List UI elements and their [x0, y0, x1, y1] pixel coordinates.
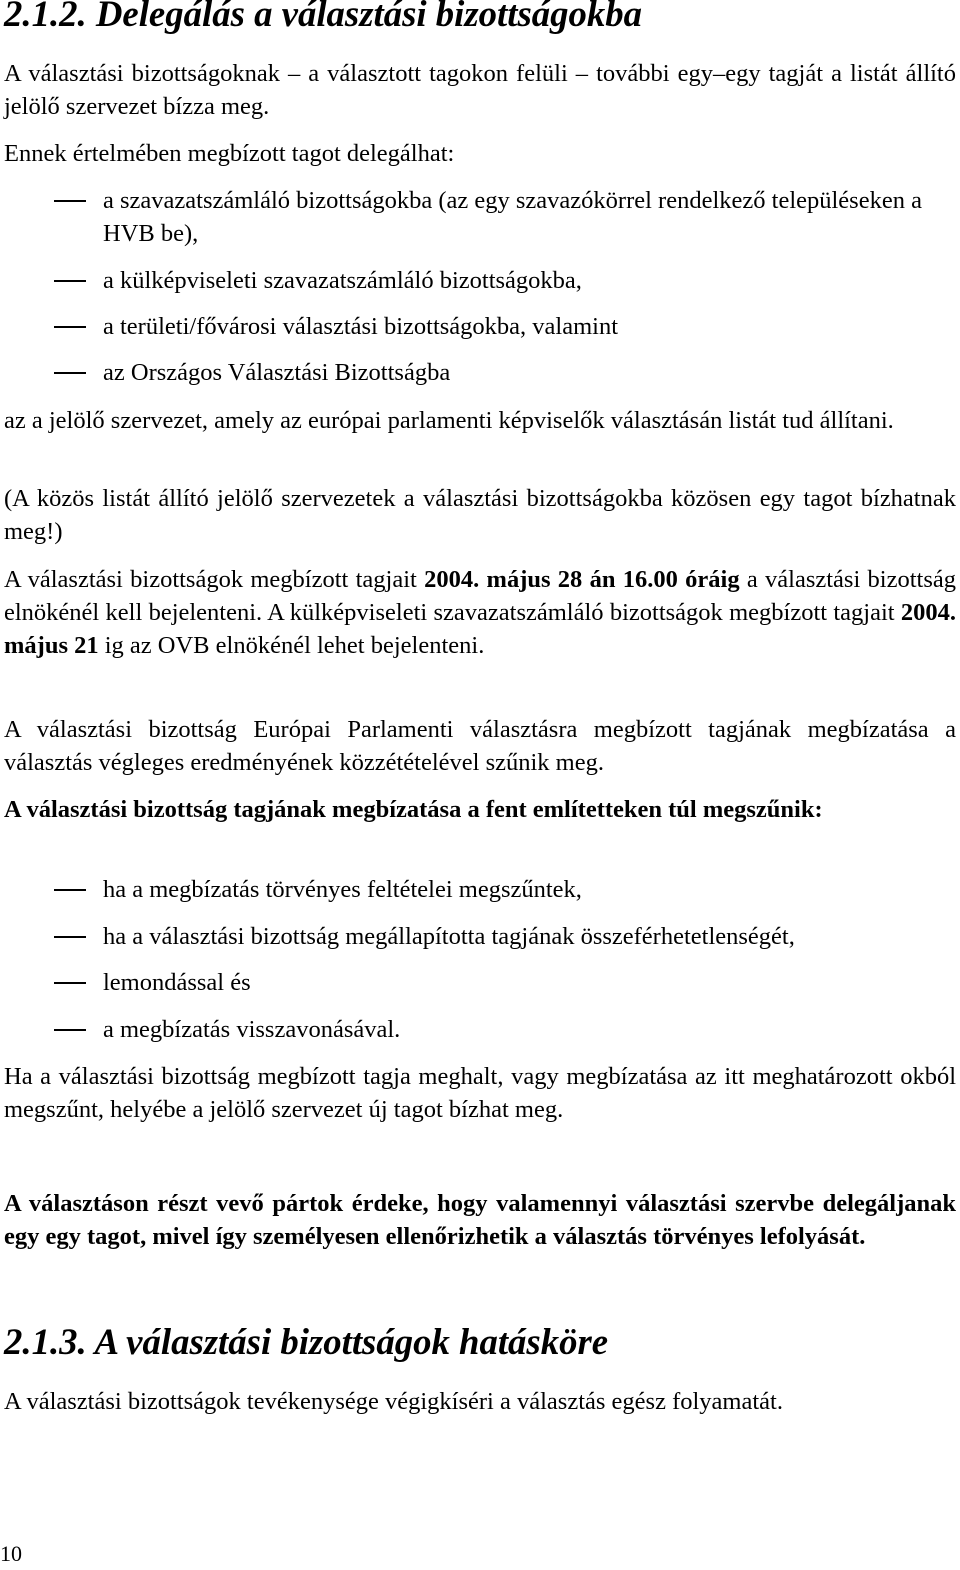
list-item-text: a területi/fővárosi választási bizottságokba, valamint	[103, 313, 619, 340]
paragraph-replacement: Ha a választási bizottság megbízott tagja meghalt, vagy megbízatása az itt meghatározott okból megszűnt, helyébe a jelölő szervezet új tagot bízhat meg.	[4, 1063, 956, 1123]
dash-bullet-icon	[54, 1029, 86, 1031]
paragraph-eligible-organisation: az a jelölő szervezet, amely az európai parlamenti képviselők választásán listát tud állítani.	[4, 407, 894, 434]
list-item	[4, 310, 956, 343]
list-item-text: az Országos Választási Bizottságba	[103, 359, 451, 386]
list-item	[4, 1013, 956, 1046]
paragraph-mandate-end: A választási bizottság Európai Parlamenti választásra megbízott tagjának megbízatása a választás végleges eredményének közzétételével szűnik meg.	[4, 716, 956, 776]
deadline-date-bold: 2004. május 28 án 16.00 óráig	[424, 566, 740, 593]
list-item	[4, 873, 956, 906]
list-item-text: ha a választási bizottság megállapította tagjának összeférhetetlenségét,	[103, 923, 795, 950]
list-item	[4, 920, 956, 953]
dash-bullet-icon	[54, 372, 86, 374]
deadline-date-bold: 2004. május 21	[4, 599, 956, 659]
list-item-text: ha a megbízatás törvényes feltételei megszűntek,	[103, 876, 582, 903]
page-number: 10	[0, 1541, 22, 1566]
dash-bullet-icon	[54, 280, 86, 282]
list-item	[4, 356, 956, 389]
list-item-text: lemondással és	[103, 969, 251, 996]
list-item	[4, 184, 956, 250]
paragraph-joint-list-note: (A közös listát állító jelölő szervezetek a választási bizottságokba közösen egy tagot bízhatnak meg!)	[4, 485, 956, 545]
paragraph-competence: A választási bizottságok tevékenysége végigkíséri a választás egész folyamatát.	[4, 1388, 783, 1415]
paragraph-deadlines: A választási bizottságok megbízott tagjait 2004. május 28 án 16.00 óráig a választási bizottság elnökénél kell bejelenteni. A külképviseleti szavazatszámláló bizottságok megbízott tagjait 2004. május 21 ig az OVB elnökénél lehet bejelenteni.	[4, 566, 956, 659]
dash-bullet-icon	[54, 889, 86, 891]
list-item	[4, 264, 956, 297]
paragraph-mandate-termination-bold: A választási bizottság tagjának megbízatása a fent említetteken túl megszűnik:	[4, 796, 823, 823]
list-item	[4, 966, 956, 999]
paragraph-delegation-intro: A választási bizottságoknak – a választott tagokon felüli – további egy–egy tagját a listát állító jelölő szervezet bízza meg.	[4, 60, 956, 120]
dash-bullet-icon	[54, 982, 86, 984]
section-heading-2-1-2: 2.1.2. Delegálás a választási bizottságokba	[4, 0, 643, 34]
dash-bullet-icon	[54, 326, 86, 328]
list-item-text: a megbízatás visszavonásával.	[103, 1016, 401, 1043]
dash-bullet-icon	[54, 200, 86, 202]
list-item-text: a külképviseleti szavazatszámláló bizottságokba,	[103, 267, 582, 294]
section-heading-2-1-3: 2.1.3. A választási bizottságok hatásköre	[4, 1321, 609, 1362]
paragraph-delegation-lead: Ennek értelmében megbízott tagot delegálhat:	[4, 140, 455, 167]
dash-bullet-icon	[54, 936, 86, 938]
list-item-text: a szavazatszámláló bizottságokba (az egy szavazókörrel rendelkező településeken a HVB be),	[103, 187, 922, 247]
paragraph-party-interest-bold: A választáson részt vevő pártok érdeke, hogy valamennyi választási szervbe delegáljanak egy egy tagot, mivel így személyesen ellenőrizhetik a választás törvényes lefolyását.	[4, 1190, 956, 1250]
